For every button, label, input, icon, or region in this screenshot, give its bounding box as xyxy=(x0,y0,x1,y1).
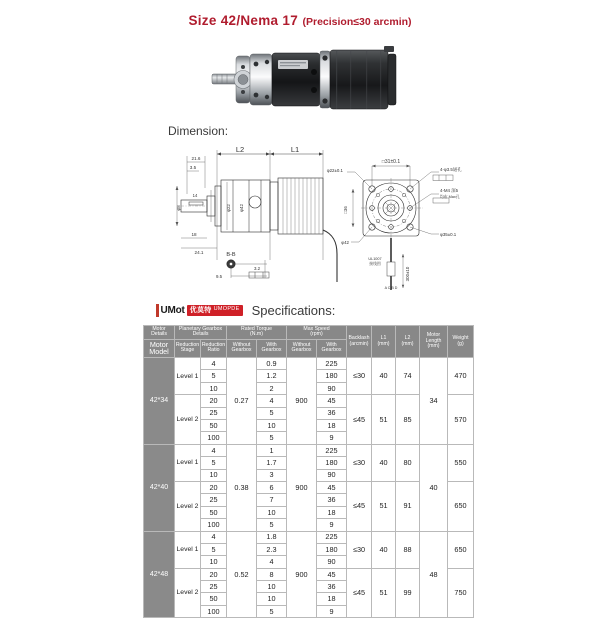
label-21-6: 21.6 xyxy=(191,156,201,161)
cell-speed-without-gearbox: 900 xyxy=(287,531,317,618)
cell-reduction-ratio: 10 xyxy=(201,469,227,481)
cell-reduction-ratio: 4 xyxy=(201,531,227,543)
label-4-m4-note: 均布 Max孔 xyxy=(440,195,460,199)
title-main-text: Size 42/Nema 17 xyxy=(188,13,299,28)
cell-speed-with-gearbox: 180 xyxy=(317,370,347,382)
label-phi35: φ35±0.1 xyxy=(440,232,457,237)
cell-torque-with-gearbox: 10 xyxy=(257,419,287,431)
label-phi22-flange: φ22±0.1 xyxy=(326,168,343,173)
product-photo xyxy=(198,40,404,118)
specifications-table-wrap xyxy=(143,325,473,618)
cell-torque-with-gearbox: 10 xyxy=(257,593,287,605)
cell-reduction-stage: Level 2 xyxy=(175,481,201,531)
cell-speed-with-gearbox: 9 xyxy=(317,605,347,617)
cell-torque-with-gearbox: 1.7 xyxy=(257,457,287,469)
specifications-table xyxy=(143,325,474,618)
cell-reduction-stage: Level 2 xyxy=(175,395,201,445)
cell-l1: 51 xyxy=(372,568,396,618)
cell-speed-with-gearbox: 36 xyxy=(317,581,347,593)
label-14: 14 xyxy=(192,193,198,198)
label-4-m4: 4-M4 深5 xyxy=(440,188,459,193)
table-row xyxy=(144,358,474,370)
header-weight-l2: (g) xyxy=(457,340,464,347)
dimension-drawing-svg xyxy=(175,142,465,292)
header-reduction-ratio: Reduction Ratio xyxy=(201,339,227,357)
cell-speed-with-gearbox: 180 xyxy=(317,457,347,469)
cell-backlash: ≤30 xyxy=(347,358,372,395)
cell-reduction-ratio: 100 xyxy=(201,605,227,617)
cell-reduction-ratio: 5 xyxy=(201,370,227,382)
cell-reduction-ratio: 100 xyxy=(201,519,227,531)
cell-reduction-ratio: 4 xyxy=(201,444,227,456)
header-motor-length-l1: Motor Length xyxy=(425,332,442,344)
cell-reduction-ratio: 50 xyxy=(201,506,227,518)
label-connector-cn: 接线图 xyxy=(369,262,381,266)
cell-torque-with-gearbox: 1.8 xyxy=(257,531,287,543)
logo-accent-bar xyxy=(156,304,159,317)
cell-weight: 750 xyxy=(448,568,474,618)
cell-reduction-ratio: 5 xyxy=(201,543,227,555)
cell-torque-with-gearbox: 6 xyxy=(257,481,287,493)
specifications-header xyxy=(156,300,335,320)
header-torque-with-gearbox: With Gearbox xyxy=(257,339,287,357)
cell-backlash: ≤30 xyxy=(347,444,372,481)
cell-speed-with-gearbox: 9 xyxy=(317,519,347,531)
cell-torque-with-gearbox: 5 xyxy=(257,432,287,444)
cell-motor-length: 48 xyxy=(420,531,448,618)
cell-l1: 40 xyxy=(372,531,396,568)
header-l2-l2: (mm) xyxy=(401,340,414,347)
label-phi42-side: φ42 xyxy=(239,203,244,213)
cell-torque-with-gearbox: 1 xyxy=(257,444,287,456)
cell-speed-with-gearbox: 45 xyxy=(317,481,347,493)
table-header xyxy=(144,326,474,358)
cell-torque-with-gearbox: 5 xyxy=(257,605,287,617)
cell-torque-with-gearbox: 4 xyxy=(257,395,287,407)
header-l1 xyxy=(372,326,396,358)
cell-speed-with-gearbox: 180 xyxy=(317,543,347,555)
cell-reduction-ratio: 20 xyxy=(201,395,227,407)
logo-badge-en: UMOPDE xyxy=(213,306,240,313)
cell-reduction-ratio: 50 xyxy=(201,419,227,431)
cell-reduction-ratio: 10 xyxy=(201,556,227,568)
label-square-31: □31±0.1 xyxy=(381,159,401,165)
cell-reduction-stage: Level 1 xyxy=(175,444,201,481)
label-phi8: φ8 xyxy=(176,205,181,211)
logo-badge xyxy=(187,305,243,316)
cell-speed-with-gearbox: 18 xyxy=(317,419,347,431)
header-speed-without-gearbox: Without Gearbox xyxy=(287,339,317,357)
dimension-heading: Dimension: xyxy=(168,124,229,138)
cell-l2: 99 xyxy=(396,568,420,618)
cell-backlash: ≤45 xyxy=(347,568,372,618)
motor-illustration xyxy=(198,40,404,118)
label-3-5: 3.5 xyxy=(189,165,197,170)
cell-reduction-stage: Level 1 xyxy=(175,358,201,395)
cell-backlash: ≤30 xyxy=(347,531,372,568)
cell-motor-length: 34 xyxy=(420,358,448,445)
label-pin: A C B D xyxy=(384,286,398,290)
header-motor-length-l2: (mm) xyxy=(427,343,440,350)
cell-speed-with-gearbox: 225 xyxy=(317,531,347,543)
cell-l1: 51 xyxy=(372,395,396,445)
logo-badge-cn: 优莫特 xyxy=(189,306,212,314)
header-torque-without-gearbox: Without Gearbox xyxy=(227,339,257,357)
header-max-speed-l2: (rpm) xyxy=(310,331,323,338)
specifications-heading: Specifications: xyxy=(251,302,336,318)
cell-speed-with-gearbox: 36 xyxy=(317,494,347,506)
label-connector: UL1007 xyxy=(368,257,382,261)
label-24-1: 24.1 xyxy=(194,250,204,255)
header-rated-torque-l2: (N.m) xyxy=(250,331,263,338)
label-4-phi3-5: 4-φ3.5通孔 xyxy=(440,167,462,172)
page-title xyxy=(0,12,600,30)
label-phi22-side: φ22 xyxy=(226,204,231,212)
cell-torque-without-gearbox: 0.27 xyxy=(227,358,257,445)
cell-weight: 650 xyxy=(448,531,474,568)
dimension-drawing xyxy=(175,142,465,292)
table-row xyxy=(144,444,474,456)
cell-torque-without-gearbox: 0.38 xyxy=(227,444,257,531)
header-l2 xyxy=(396,326,420,358)
header-l1-l1: L1 xyxy=(380,335,387,342)
cell-l2: 88 xyxy=(396,531,420,568)
label-phi36: □36 xyxy=(343,206,348,214)
cell-reduction-ratio: 50 xyxy=(201,593,227,605)
umot-logo xyxy=(156,303,243,317)
cell-torque-with-gearbox: 7 xyxy=(257,494,287,506)
label-l1: L1 xyxy=(290,145,300,154)
table-row xyxy=(144,531,474,543)
table-body xyxy=(144,358,474,618)
cell-speed-with-gearbox: 18 xyxy=(317,593,347,605)
label-18: 18 xyxy=(191,232,197,237)
cell-speed-with-gearbox: 9 xyxy=(317,432,347,444)
cell-motor-model: 42*34 xyxy=(144,358,175,445)
cell-reduction-stage: Level 2 xyxy=(175,568,201,618)
label-9-5: 9.5 xyxy=(215,274,223,279)
header-speed-with-gearbox: With Gearbox xyxy=(317,339,347,357)
cell-torque-without-gearbox: 0.52 xyxy=(227,531,257,618)
cell-speed-with-gearbox: 18 xyxy=(317,506,347,518)
cell-l1: 51 xyxy=(372,481,396,531)
cell-torque-with-gearbox: 2.3 xyxy=(257,543,287,555)
cell-speed-with-gearbox: 225 xyxy=(317,444,347,456)
cell-torque-with-gearbox: 0.9 xyxy=(257,358,287,370)
logo-brand-text: UMot xyxy=(160,304,185,316)
cell-torque-with-gearbox: 3 xyxy=(257,469,287,481)
header-motor-length xyxy=(420,326,448,358)
header-motor-details: Motor Details xyxy=(144,326,175,340)
cell-reduction-ratio: 25 xyxy=(201,494,227,506)
title-precision-text: (Precision≤30 arcmin) xyxy=(302,16,412,28)
cell-speed-with-gearbox: 90 xyxy=(317,556,347,568)
cell-backlash: ≤45 xyxy=(347,481,372,531)
cell-reduction-ratio: 20 xyxy=(201,481,227,493)
cell-l2: 85 xyxy=(396,395,420,445)
header-max-speed xyxy=(287,326,347,340)
header-l2-l1: L2 xyxy=(404,335,411,342)
cell-reduction-ratio: 10 xyxy=(201,382,227,394)
label-l2: L2 xyxy=(235,145,245,154)
cell-weight: 550 xyxy=(448,444,474,481)
label-section-bb: B-B xyxy=(226,252,236,258)
cell-weight: 470 xyxy=(448,358,474,395)
header-l1-l2: (mm) xyxy=(377,340,390,347)
cell-torque-with-gearbox: 2 xyxy=(257,382,287,394)
header-rated-torque-l1: Rated Torque xyxy=(240,326,273,332)
table-header-row-1 xyxy=(144,326,474,340)
cell-speed-without-gearbox: 900 xyxy=(287,358,317,445)
cell-reduction-ratio: 20 xyxy=(201,568,227,580)
cell-torque-with-gearbox: 5 xyxy=(257,407,287,419)
header-backlash-l1: Backlash xyxy=(348,335,370,342)
cell-torque-with-gearbox: 8 xyxy=(257,568,287,580)
header-weight-l1: Weight xyxy=(452,335,469,342)
cell-l2: 91 xyxy=(396,481,420,531)
header-weight xyxy=(448,326,474,358)
cell-torque-with-gearbox: 10 xyxy=(257,506,287,518)
header-gearbox-details: Planetary Gearbox Details xyxy=(175,326,227,340)
cell-torque-with-gearbox: 4 xyxy=(257,556,287,568)
label-cable-length: 300±10 xyxy=(405,266,410,282)
cell-speed-with-gearbox: 225 xyxy=(317,358,347,370)
cell-torque-with-gearbox: 10 xyxy=(257,581,287,593)
cell-speed-with-gearbox: 45 xyxy=(317,568,347,580)
cell-backlash: ≤45 xyxy=(347,395,372,445)
cell-motor-model: 42*40 xyxy=(144,444,175,531)
cell-speed-with-gearbox: 36 xyxy=(317,407,347,419)
header-backlash xyxy=(347,326,372,358)
cell-l1: 40 xyxy=(372,358,396,395)
cell-reduction-ratio: 25 xyxy=(201,407,227,419)
cell-reduction-ratio: 4 xyxy=(201,358,227,370)
cell-motor-length: 40 xyxy=(420,444,448,531)
cell-reduction-ratio: 100 xyxy=(201,432,227,444)
cell-torque-with-gearbox: 5 xyxy=(257,519,287,531)
cell-speed-with-gearbox: 45 xyxy=(317,395,347,407)
header-motor-model: Motor Model xyxy=(144,339,175,357)
cell-speed-without-gearbox: 900 xyxy=(287,444,317,531)
label-3-2: 3.2 xyxy=(253,266,261,271)
cell-reduction-stage: Level 1 xyxy=(175,531,201,568)
cell-l2: 74 xyxy=(396,358,420,395)
cell-torque-with-gearbox: 1.2 xyxy=(257,370,287,382)
cell-reduction-ratio: 25 xyxy=(201,581,227,593)
cell-weight: 570 xyxy=(448,395,474,445)
cell-l2: 80 xyxy=(396,444,420,481)
cell-weight: 650 xyxy=(448,481,474,531)
header-reduction-stage: Reduction Stage xyxy=(175,339,201,357)
label-phi42-flange: φ42 xyxy=(341,240,349,245)
cell-speed-with-gearbox: 90 xyxy=(317,469,347,481)
header-max-speed-l1: Max Speed xyxy=(303,326,330,332)
header-rated-torque xyxy=(227,326,287,340)
cell-motor-model: 42*48 xyxy=(144,531,175,618)
cell-reduction-ratio: 5 xyxy=(201,457,227,469)
cell-l1: 40 xyxy=(372,444,396,481)
header-backlash-l2: (arcmin) xyxy=(349,340,369,347)
cell-speed-with-gearbox: 90 xyxy=(317,382,347,394)
